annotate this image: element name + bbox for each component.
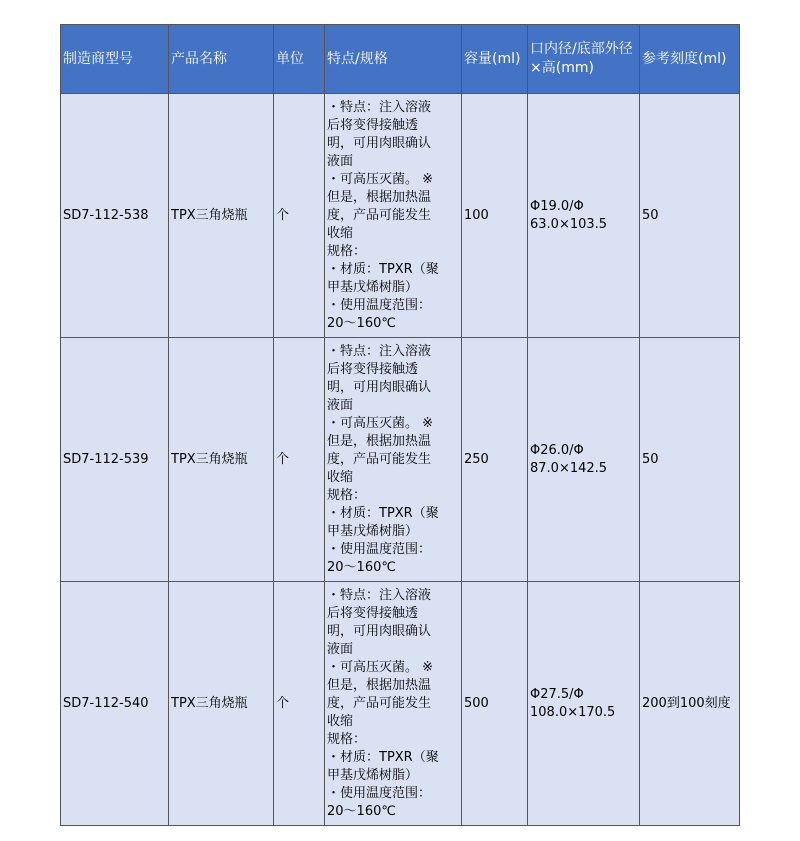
header-dimensions: 口内径/底部外径×高(mm) <box>528 25 640 94</box>
cell-name: TPX三角烧瓶 <box>169 94 274 338</box>
feature-line: 甲基戊烯树脂） <box>327 767 419 783</box>
feature-line: ・可高压灭菌。 ※ <box>327 171 434 187</box>
feature-line: 后将变得接触透 <box>327 117 419 133</box>
feature-line: 收缩 <box>327 469 354 485</box>
feature-line: 收缩 <box>327 713 354 729</box>
feature-line: 液面 <box>327 641 354 657</box>
feature-line: 液面 <box>327 153 354 169</box>
dimensions-line: Φ27.5/Φ <box>530 686 584 702</box>
cell-dimensions <box>528 94 640 338</box>
feature-line: 但是，根据加热温 <box>327 433 432 449</box>
cell-unit: 个 <box>274 94 325 338</box>
dimensions-line: 63.0×103.5 <box>530 216 608 232</box>
cell-name: TPX三角烧瓶 <box>169 338 274 582</box>
product-table <box>60 24 740 826</box>
feature-line: ・使用温度范围： <box>327 297 432 313</box>
cell-dimensions <box>528 582 640 826</box>
feature-line: ・特点：注入溶液 <box>327 587 432 603</box>
feature-line: ・可高压灭菌。 ※ <box>327 659 434 675</box>
feature-line: 规格： <box>327 487 367 503</box>
feature-line: 明，可用肉眼确认 <box>327 379 432 395</box>
feature-line: ・特点：注入溶液 <box>327 343 432 359</box>
feature-line: ・特点：注入溶液 <box>327 99 432 115</box>
feature-line: 20～160℃ <box>327 315 396 331</box>
feature-line: 明，可用肉眼确认 <box>327 135 432 151</box>
table-header-row <box>61 25 740 94</box>
cell-scale: 50 <box>640 94 740 338</box>
feature-line: 收缩 <box>327 225 354 241</box>
feature-line: 20～160℃ <box>327 559 396 575</box>
cell-capacity: 100 <box>462 94 528 338</box>
feature-line: 后将变得接触透 <box>327 605 419 621</box>
cell-capacity: 250 <box>462 338 528 582</box>
feature-line: 但是，根据加热温 <box>327 189 432 205</box>
cell-features <box>325 338 462 582</box>
feature-line: ・材质：TPXR（聚 <box>327 505 439 521</box>
feature-line: ・使用温度范围： <box>327 541 432 557</box>
feature-line: 度，产品可能发生 <box>327 207 432 223</box>
cell-scale: 50 <box>640 338 740 582</box>
cell-unit: 个 <box>274 582 325 826</box>
feature-line: ・使用温度范围： <box>327 785 432 801</box>
feature-line: 20～160℃ <box>327 803 396 819</box>
cell-name: TPX三角烧瓶 <box>169 582 274 826</box>
cell-dimensions <box>528 338 640 582</box>
feature-line: ・材质：TPXR（聚 <box>327 261 439 277</box>
cell-model: SD7-112-538 <box>61 94 169 338</box>
table-row <box>61 94 740 338</box>
feature-line: 明，可用肉眼确认 <box>327 623 432 639</box>
header-unit: 单位 <box>274 25 325 94</box>
cell-capacity: 500 <box>462 582 528 826</box>
cell-features <box>325 582 462 826</box>
cell-features <box>325 94 462 338</box>
header-name: 产品名称 <box>169 25 274 94</box>
feature-line: 但是，根据加热温 <box>327 677 432 693</box>
feature-line: 甲基戊烯树脂） <box>327 279 419 295</box>
header-capacity: 容量(ml) <box>462 25 528 94</box>
dimensions-line: 108.0×170.5 <box>530 704 616 720</box>
table-row <box>61 582 740 826</box>
table-row <box>61 338 740 582</box>
dimensions-line: Φ26.0/Φ <box>530 442 584 458</box>
feature-line: 后将变得接触透 <box>327 361 419 377</box>
header-model: 制造商型号 <box>61 25 169 94</box>
feature-line: ・可高压灭菌。 ※ <box>327 415 434 431</box>
feature-line: 度，产品可能发生 <box>327 451 432 467</box>
feature-line: 度，产品可能发生 <box>327 695 432 711</box>
header-features: 特点/规格 <box>325 25 462 94</box>
feature-line: 液面 <box>327 397 354 413</box>
feature-line: 甲基戊烯树脂） <box>327 523 419 539</box>
feature-line: 规格： <box>327 243 367 259</box>
dimensions-line: Φ19.0/Φ <box>530 198 584 214</box>
cell-model: SD7-112-540 <box>61 582 169 826</box>
cell-unit: 个 <box>274 338 325 582</box>
header-scale: 参考刻度(ml) <box>640 25 740 94</box>
feature-line: 规格： <box>327 731 367 747</box>
cell-scale: 200到100刻度 <box>640 582 740 826</box>
dimensions-line: 87.0×142.5 <box>530 460 608 476</box>
cell-model: SD7-112-539 <box>61 338 169 582</box>
feature-line: ・材质：TPXR（聚 <box>327 749 439 765</box>
